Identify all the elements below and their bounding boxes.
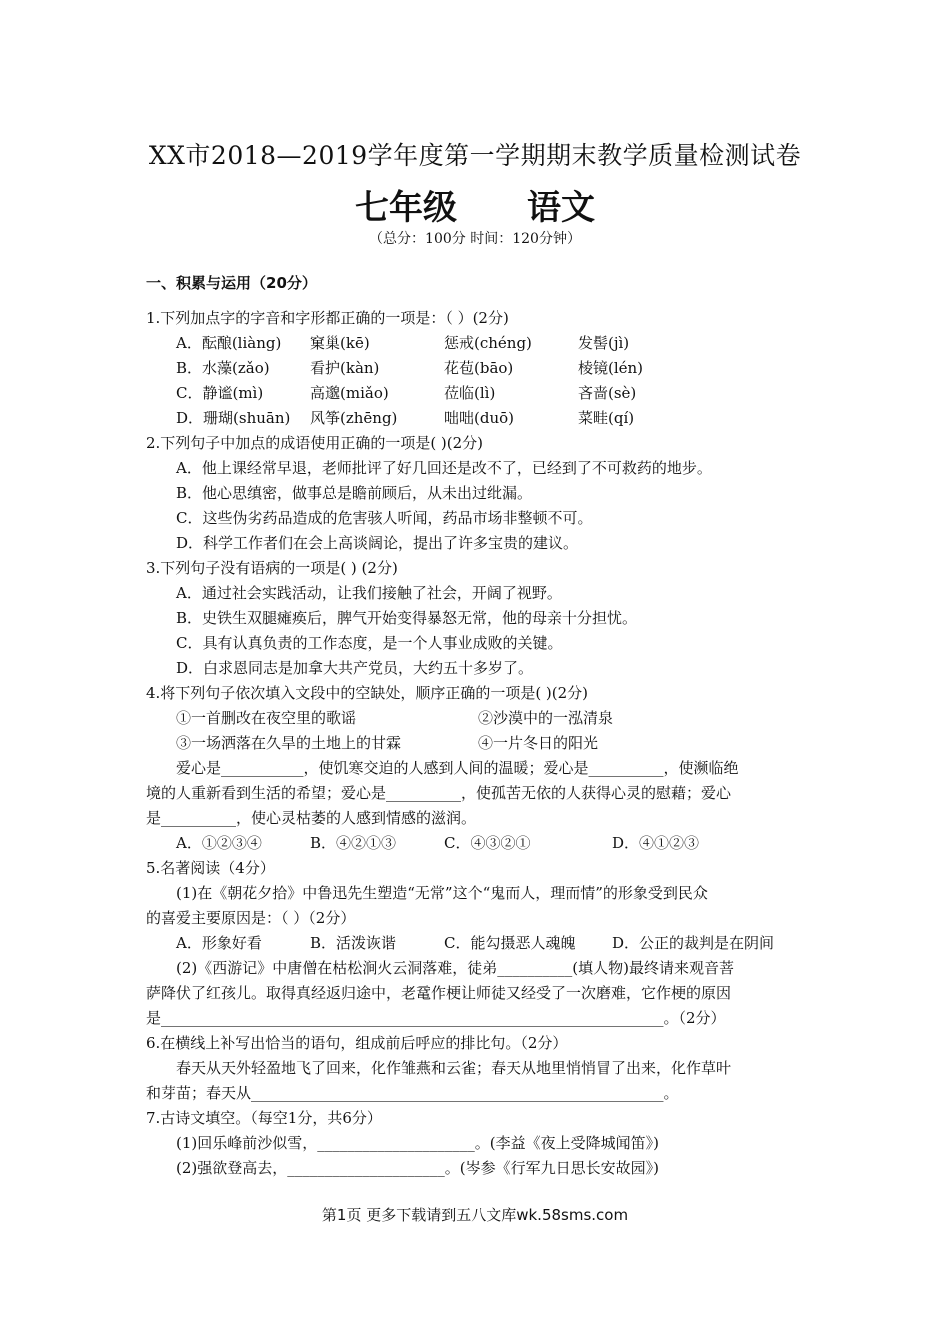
q1-b-1: B．水藻(zǎo)	[176, 359, 270, 377]
q7-line2: (2)强欲登高去，_____________________。(岑参《行军九日思长安故园》)	[176, 1159, 659, 1177]
q1-d-4: 菜畦(qí)	[578, 409, 635, 427]
q1-a-1: A．酝酿(liàng)	[176, 334, 282, 352]
q2-stem: 2.下列句子中加点的成语使用正确的一项是( )(2分)	[146, 434, 484, 452]
q5-sub1-line2: 的喜爱主要原因是：（ ）（2分）	[146, 909, 356, 927]
q1-c-2: 高邈(miǎo)	[310, 384, 389, 402]
q5-stem: 5.名著阅读（4分）	[146, 859, 275, 877]
q5-sub1-line1: (1)在《朝花夕拾》中鲁迅先生塑造“无常”这个“鬼而人，理而情”的形象受到民众	[176, 884, 708, 902]
q3-option-c: C．具有认真负责的工作态度，是一个人事业成败的关键。	[176, 634, 563, 652]
q7-line1: (1)回乐峰前沙似雪，_____________________。(李益《夜上受降城闻笛》)	[176, 1134, 659, 1152]
q1-row-d	[146, 406, 808, 431]
q1-row-c	[146, 381, 808, 406]
q1-a-2: 窠巢(kē)	[310, 334, 370, 352]
q5-options	[146, 931, 808, 956]
q3-stem: 3.下列句子没有语病的一项是( ) (2分)	[146, 559, 398, 577]
q5-option-a: A．形象好看	[176, 934, 262, 952]
q2-option-d: D．科学工作者们在会上高谈阔论，提出了许多宝贵的建议。	[176, 534, 579, 552]
q4-item-4: ④一片冬日的阳光	[478, 734, 599, 752]
q4-passage-line1: 爱心是___________，使饥寒交迫的人感到人间的温暖；爱心是__________，使濒临绝	[176, 759, 739, 777]
q4-passage-line2: 境的人重新看到生活的希望；爱心是__________，使孤苦无依的人获得心灵的慰藉；爱心	[146, 784, 732, 802]
subject-label: 语文	[527, 188, 595, 228]
q4-item-3: ③一场洒落在久旱的土地上的甘霖	[176, 734, 402, 752]
q1-b-4: 棱镜(lén)	[578, 359, 644, 377]
q1-c-4: 吝啬(sè)	[578, 384, 637, 402]
q4-items-row1	[146, 706, 808, 731]
grade-subject-title	[0, 180, 950, 229]
q6-line2: 和芽苗；春天从_______________________________________________________。	[146, 1084, 679, 1102]
q1-a-3: 惩戒(chéng)	[444, 334, 532, 352]
q4-option-d: D．④①②③	[612, 834, 700, 852]
q1-stem: 1.下列加点字的字音和字形都正确的一项是：（ ）(2分)	[146, 309, 509, 327]
q1-d-2: 风筝(zhēng)	[310, 409, 398, 427]
q1-a-4: 发髻(jì)	[578, 334, 630, 352]
q6-stem: 6.在横线上补写出恰当的语句，组成前后呼应的排比句。（2分）	[146, 1034, 568, 1052]
q6-line1: 春天从天外轻盈地飞了回来，化作雏燕和云雀；春天从地里悄悄冒了出来，化作草叶	[176, 1059, 732, 1077]
section-title: 一、积累与运用（20分）	[146, 274, 317, 292]
q4-options	[146, 831, 808, 856]
exam-meta: （总分：100分 时间：120分钟）	[369, 231, 581, 247]
q1-c-1: C．静谧(mì)	[176, 384, 264, 402]
q1-b-2: 看护(kàn)	[310, 359, 380, 377]
q1-row-b	[146, 356, 808, 381]
q3-option-b: B．史铁生双腿瘫痪后，脾气开始变得暴怒无常，他的母亲十分担忧。	[176, 609, 638, 627]
q4-option-a: A．①②③④	[176, 834, 262, 852]
grade-label: 七年级	[355, 188, 457, 228]
q1-d-3: 咄咄(duō)	[444, 409, 514, 427]
page-footer: 第1页 更多下载请到五八文库wk.58sms.com	[321, 1206, 629, 1224]
q1-c-3: 莅临(lì)	[444, 384, 496, 402]
q5-option-b: B．活泼诙谐	[310, 934, 397, 952]
q5-sub2-line3: 是___________________________________________________________________。（2分）	[146, 1009, 726, 1027]
q5-sub2-line1: (2)《西游记》中唐僧在枯松涧火云洞落难，徒弟__________(填人物)最终请来观音菩	[176, 959, 734, 977]
questions	[146, 306, 808, 1181]
q1-b-3: 花苞(bāo)	[444, 359, 514, 377]
q7-stem: 7.古诗文填空。（每空1分，共6分）	[146, 1109, 382, 1127]
q4-item-2: ②沙漠中的一泓清泉	[478, 709, 614, 727]
q4-passage-line3: 是__________，使心灵枯萎的人感到情感的滋润。	[146, 809, 477, 827]
q4-option-b: B．④②①③	[310, 834, 397, 852]
q4-item-1: ①一首删改在夜空里的歌谣	[176, 709, 357, 727]
q5-option-d: D．公正的裁判是在阴间	[612, 934, 775, 952]
q2-option-b: B．他心思缜密，做事总是瞻前顾后，从未出过纰漏。	[176, 484, 533, 502]
q4-items-row2	[146, 731, 808, 756]
exam-title: XX市2018—2019学年度第一学期期末教学质量检测试卷	[148, 141, 802, 170]
q4-option-c: C．④③②①	[444, 834, 531, 852]
q3-option-d: D．白求恩同志是加拿大共产党员，大约五十多岁了。	[176, 659, 534, 677]
q5-sub2-line2: 萨降伏了红孩儿。取得真经返归途中，老鼋作梗让师徒又经受了一次磨难，它作梗的原因	[146, 984, 732, 1002]
q3-option-a: A．通过社会实践活动，让我们接触了社会，开阔了视野。	[176, 584, 562, 602]
q1-d-1: D．珊瑚(shuān)	[176, 409, 291, 427]
q2-option-a: A．他上课经常早退，老师批评了好几回还是改不了，已经到了不可救药的地步。	[176, 459, 712, 477]
q2-option-c: C．这些伪劣药品造成的危害骇人听闻，药品市场非整顿不可。	[176, 509, 593, 527]
q5-option-c: C．能勾摄恶人魂魄	[444, 934, 576, 952]
q1-row-a	[146, 331, 808, 356]
q4-stem: 4.将下列句子依次填入文段中的空缺处，顺序正确的一项是( )(2分)	[146, 684, 589, 702]
